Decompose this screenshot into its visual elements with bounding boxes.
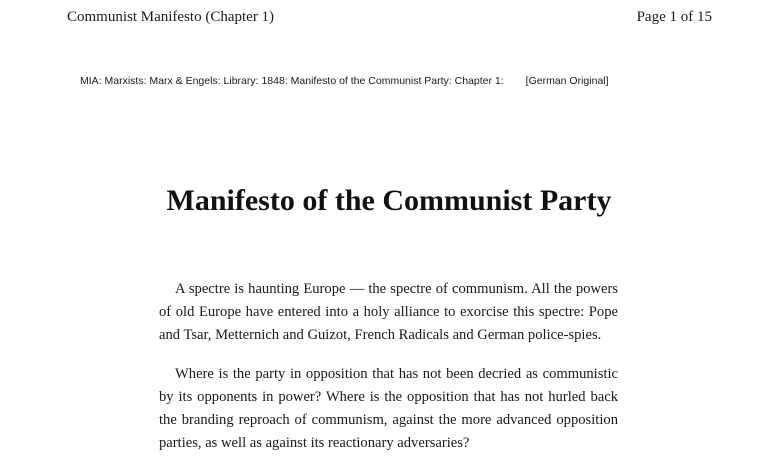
document-heading: Manifesto of the Communist Party [166,184,612,217]
page-indicator: Page 1 of 15 [636,9,712,25]
paragraph-2: Where is the party in opposition that has not been decried as communistic by its opponents in power? Where is the opposition that has not hurled back the branding reproach of communism, against the more advanced opposition parties, as well as against its reactionary adversaries? [159,365,618,452]
document-title-header: Communist Manifesto (Chapter 1) [67,9,275,25]
document-body [159,278,618,470]
paragraph-1: A spectre is haunting Europe — the spectre of communism. All the powers of old Europe have entered into a holy alliance to exorcise this spectre: Pope and Tsar, Metternich and Guizot, French Radicals and German police-spies. [159,281,618,344]
breadcrumb-path[interactable]: MIA: Marxists: Marx & Engels: Library: 1848: Manifesto of the Communist Party: Chapter 1: [80,75,504,87]
breadcrumb [80,72,680,91]
running-header [67,9,712,26]
german-original-link[interactable]: [German Original] [525,75,609,87]
